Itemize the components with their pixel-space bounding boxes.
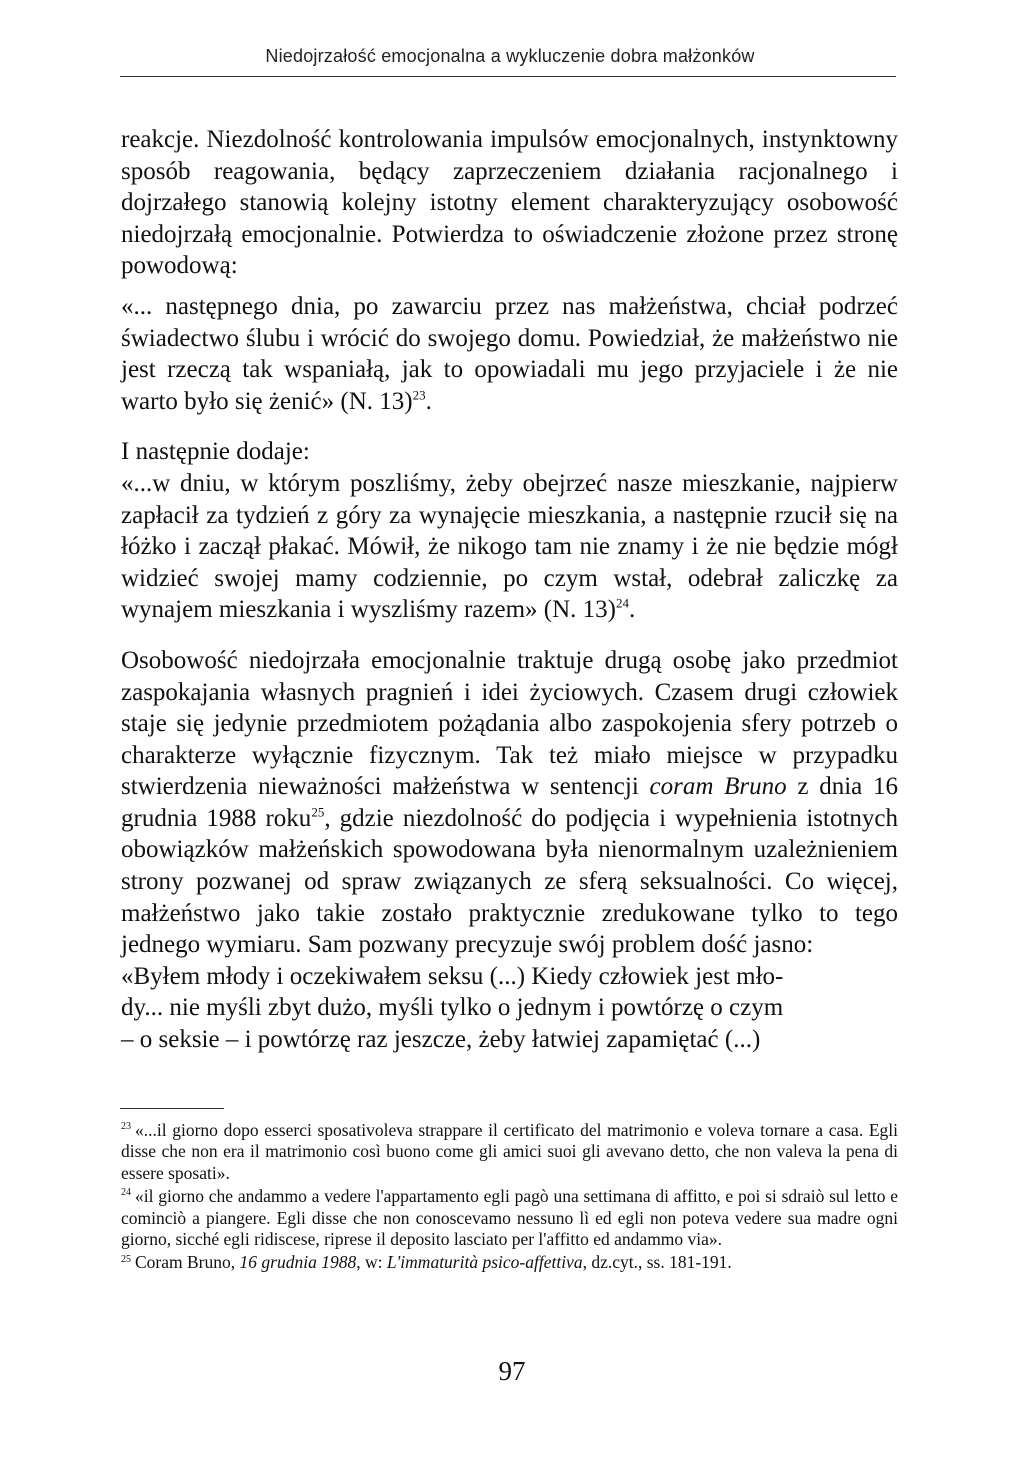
footnote: $^{23}$ «...il giorno dopo esserci sposativoleva strappare il certificato del matrimonio e voleva tornare a casa. Egli disse che non era il matrimonio così buono come gli amici suoi gli avevano detto, che non valeva la pena di essere sposati». bbox=[121, 1120, 898, 1183]
running-head: Niedojrzałość emocjonalna a wykluczenie dobra małżonków bbox=[265, 46, 755, 66]
footnote-number: 25 bbox=[121, 1253, 131, 1265]
footnote-number: 24 bbox=[121, 1187, 131, 1199]
footnote: $^{25}$ Coram Bruno, 16 grudnia 1988, w: L'immaturità psico-affettiva, dz.cyt., ss. 181-191. bbox=[121, 1252, 732, 1273]
footnote-ref: 25 bbox=[311, 804, 325, 820]
footnote-ref: 24 bbox=[616, 595, 629, 611]
main-text bbox=[121, 124, 898, 1056]
footnote: $^{24}$ «il giorno che andammo a vedere l'appartamento egli pagò una settimana di affitto, e poi si sdraiò sul letto e cominciò a piangere. Egli disse che non conoscevamo nessuno lì ed egli non poteva vedere sua madre ogni giorno, sicché egli ridiscese, riprese il deposito lasciato per l'affitto ed andammo via». bbox=[121, 1186, 898, 1250]
footnotes bbox=[121, 1120, 898, 1276]
quotation: «...w dniu, w którym poszliśmy, żeby obejrzeć nasze mieszkanie, najpierw zapłacił za tydzień z góry za wynajęcie mieszkania, a następnie rzucił się na łóżko i zaczął płakać. Mówił, że nikogo tam nie znamy i że nie będzie mógł widzieć swojej mamy codziennie, po czym wstał, odebrał zaliczkę za wynajem mieszkania i wyszliśmy razem» (N. 13)$^{24}$. bbox=[121, 469, 898, 624]
case-name: coram Bruno bbox=[649, 773, 787, 801]
footnote-rule bbox=[120, 1108, 224, 1109]
quotation-text: «...w dniu, w którym poszliśmy, żeby obejrzeć nasze mieszkanie, najpierw zapłacił za tydzień z góry za wynajęcie mieszkania, a następnie rzucił się na łóżko i zaczął płakać. Mówił, że nikogo tam nie znamy i że nie będzie mógł widzieć swojej mamy codziennie, po czym wstał, odebrał zaliczkę za wynajem mieszkania i wyszliśmy razem» (N. 13) bbox=[121, 469, 898, 624]
quotation bbox=[121, 961, 898, 1056]
transition-line: I następnie dodaje: bbox=[121, 438, 310, 466]
footnote-ref: 23 bbox=[412, 387, 426, 403]
quotation-line: «Byłem młody i oczekiwałem seksu (...) Kiedy człowiek jest mło- bbox=[121, 962, 784, 990]
paragraph: Osobowość niedojrzała emocjonalnie traktuje drugą osobę jako przedmiot zaspokajania własnych pragnień i idei życiowych. Czasem drugi człowiek staje się jedynie przedmiotem pożądania albo zaspokojenia sfery potrzeb o charakterze wyłącznie fizycznym. Tak też miało miejsce w przypadku stwierdzenia nieważności małżeństwa w sentencji coram Bruno z dnia 16 grudnia 1988 roku$^{25}$, gdzie niezdolność do podjęcia i wypełnienia istotnych obowiązków małżeńskich spowodowana była nienormalnym uzależnieniem strony pozwanej od spraw związanych ze sferą seksualności. Co więcej, małżeństwo jako takie zostało praktycznie zredukowane tylko to tego jednego wymiaru. Sam pozwany precyzuje swój problem dość jasno: bbox=[121, 646, 898, 959]
quotation-line: dy... nie myśli zbyt dużo, myśli tylko o jednym i powtórzę o czym bbox=[121, 994, 784, 1022]
quotation-line: – o seksie – i powtórzę raz jeszcze, żeby łatwiej zapamiętać (...) bbox=[121, 1026, 761, 1054]
page-number: 97 bbox=[498, 1356, 526, 1386]
paragraph: reakcje. Niezdolność kontrolowania impulsów emocjonalnych, instynktowny sposób reagowania, będący zaprzeczeniem działania racjonalnego i dojrzałego stanowią kolejny istotny element charakteryzujący osobowość niedojrzałą emocjonalnie. Potwierdza to oświadczenie złożone przez stronę powodową: bbox=[121, 126, 898, 280]
quotation-text: «... następnego dnia, po zawarciu przez nas małżeństwa, chciał podrzeć świadectwo ślubu i wrócić do swojego domu. Powiedział, że małżeństwo nie jest rzeczą tak wspaniałą, jak to opowiadali mu jego przyjaciele i że nie warto było się żenić» (N. 13) bbox=[121, 292, 898, 415]
header-rule bbox=[120, 76, 896, 77]
footnote-number: 23 bbox=[121, 1121, 131, 1133]
quotation: «... następnego dnia, po zawarciu przez nas małżeństwa, chciał podrzeć świadectwo ślubu i wrócić do swojego domu. Powiedział, że małżeństwo nie jest rzeczą tak wspaniałą, jak to opowiadali mu jego przyjaciele i że nie warto było się żenić» (N. 13)$^{23}$. bbox=[121, 292, 898, 415]
